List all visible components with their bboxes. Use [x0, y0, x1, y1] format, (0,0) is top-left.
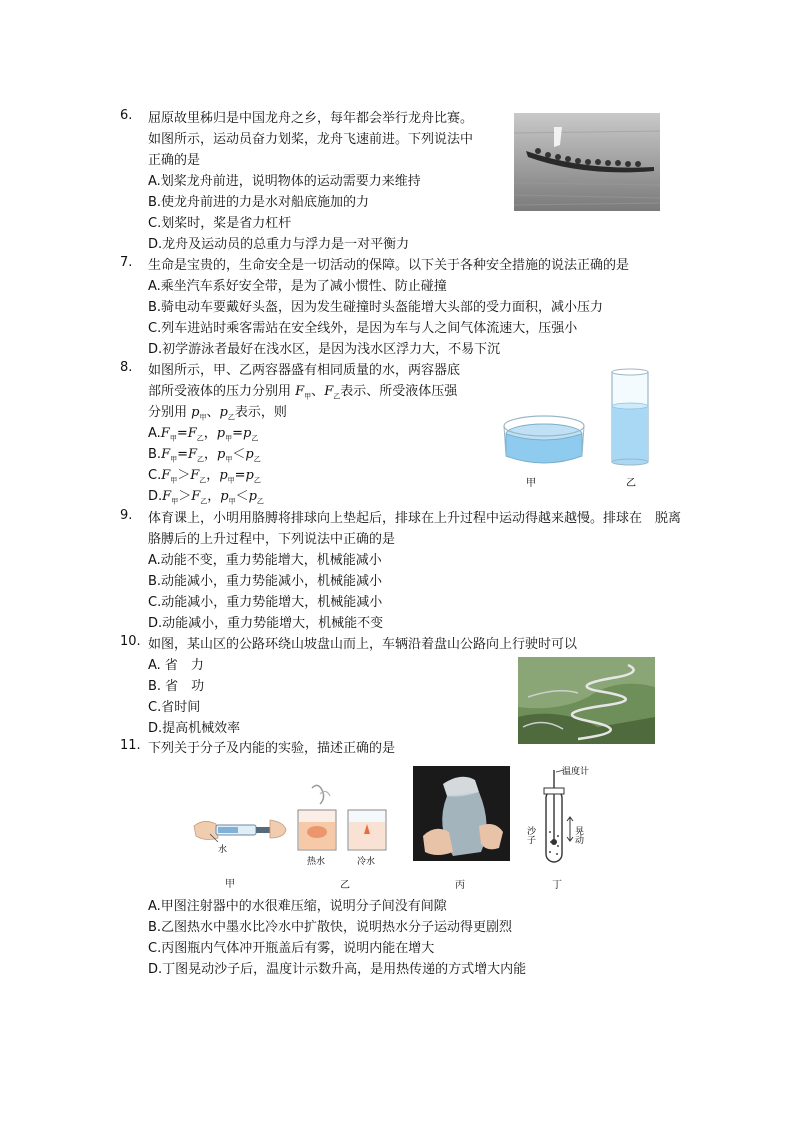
- option-a: A. 省 力: [148, 658, 204, 673]
- option-d: D.丁图晃动沙子后，温度计示数升高，是用热传递的方式增大内能: [148, 962, 527, 977]
- question-stem: 下列关于分子及内能的实验，描述正确的是: [148, 741, 396, 756]
- dragon-boat-photo: [514, 113, 660, 211]
- option-b: B.骑电动车要戴好头盔，因为发生碰撞时头盔能增大头部的受力面积，减小压力: [148, 300, 604, 315]
- cold-water-label: 冷水: [357, 857, 376, 867]
- option-a: A.乘坐汽车系好安全带，是为了减小惯性、防止碰撞: [148, 279, 447, 294]
- question-stem: 部所受液体的压力分别用 $F_甲$、$F_乙$表示、所受液体压强: [148, 384, 458, 401]
- option-c: C.动能减小，重力势能增大，机械能减小: [148, 595, 383, 610]
- option-b: B.乙图热水中墨水比冷水中扩散快，说明热水分子运动得更剧烈: [148, 920, 513, 935]
- figure-label-yi: 乙: [340, 880, 350, 891]
- containers-figure: [500, 366, 660, 490]
- option-c: C.划桨时，桨是省力杠杆: [148, 216, 292, 231]
- thermometer-label: 温度计: [562, 767, 590, 777]
- option-a: A.动能不变，重力势能增大，机械能减小: [148, 553, 382, 568]
- figure-label-bing: 丙: [455, 880, 465, 891]
- question-number: 7.: [120, 255, 133, 270]
- syringe-figure: [190, 808, 290, 868]
- question-number: 11.: [120, 738, 141, 753]
- beakers-figure: [292, 780, 392, 872]
- option-a: $A.F_甲=F_乙$，$p_甲=p_乙$: [148, 426, 259, 443]
- question-stem: 如图，某山区的公路环绕山坡盘山而上，车辆沿着盘山公路向上行驶时可以: [148, 637, 578, 652]
- question-stem: 分别用 $p_甲$、$p_乙$表示，则: [148, 405, 287, 422]
- option-d: D.初学游泳者最好在浅水区，是因为浅水区浮力大，不易下沉: [148, 342, 501, 357]
- option-c: $C.F_甲>F_乙$，$p_甲=p_乙$: [148, 468, 261, 485]
- option-d: $D.F_甲>F_乙$，$p_甲<p_乙$: [148, 489, 264, 506]
- question-stem: 体育课上，小明用胳膊将排球向上垫起后，排球在上升过程中运动得越来越慢。排球在 脱离: [148, 511, 682, 526]
- mountain-road-photo: [518, 657, 655, 744]
- question-number: 6.: [120, 108, 133, 123]
- water-label: 水: [218, 845, 228, 855]
- option-c: C.丙图瓶内气体冲开瓶盖后有雾，说明内能在增大: [148, 941, 435, 956]
- option-b: $B.F_甲=F_乙$，$p_甲<p_乙$: [148, 447, 261, 464]
- question-stem: 屈原故里秭归是中国龙舟之乡，每年都会举行龙舟比赛。: [148, 111, 474, 126]
- figure-label-yi: 乙: [626, 478, 636, 489]
- question-number: 9.: [120, 508, 133, 523]
- thermometer-tube-figure: [520, 762, 610, 874]
- option-a: A.划桨龙舟前进，说明物体的运动需要力来维持: [148, 174, 421, 189]
- question-stem: 如图所示，甲、乙两容器盛有相同质量的水，两容器底: [148, 363, 461, 378]
- option-c: C.省时间: [148, 700, 201, 715]
- figure-label-ding: 丁: [552, 880, 562, 891]
- question-stem: 胳膊后的上升过程中，下列说法中正确的是: [148, 532, 396, 547]
- figure-label-jia: 甲: [526, 478, 536, 489]
- question-number: 10.: [120, 634, 141, 649]
- option-d: D.动能减小，重力势能增大，机械能不变: [148, 616, 384, 631]
- option-b: B.使龙舟前进的力是水对船底施加的力: [148, 195, 370, 210]
- option-c: C.列车进站时乘客需站在安全线外，是因为车与人之间气体流速大，压强小: [148, 321, 578, 336]
- option-b: B. 省 功: [148, 679, 205, 694]
- option-a: A.甲图注射器中的水很难压缩，说明分子间没有间隙: [148, 899, 447, 914]
- option-d: D.提高机械效率: [148, 721, 241, 736]
- option-d: D.龙舟及运动员的总重力与浮力是一对平衡力: [148, 237, 410, 252]
- question-stem: 正确的是: [148, 153, 201, 168]
- shake-label: 晃动: [573, 826, 583, 844]
- bottle-photo: [413, 766, 510, 861]
- hot-water-label: 热水: [307, 857, 326, 867]
- sand-label: 沙子: [525, 826, 535, 844]
- figure-label-jia: 甲: [225, 879, 235, 890]
- option-b: B.动能减小，重力势能减小，机械能减小: [148, 574, 383, 589]
- question-stem: 生命是宝贵的，生命安全是一切活动的保障。以下关于各种安全措施的说法正确的是: [148, 258, 630, 273]
- question-number: 8.: [120, 360, 133, 375]
- question-stem: 如图所示，运动员奋力划桨，龙舟飞速前进。下列说法中: [148, 132, 474, 147]
